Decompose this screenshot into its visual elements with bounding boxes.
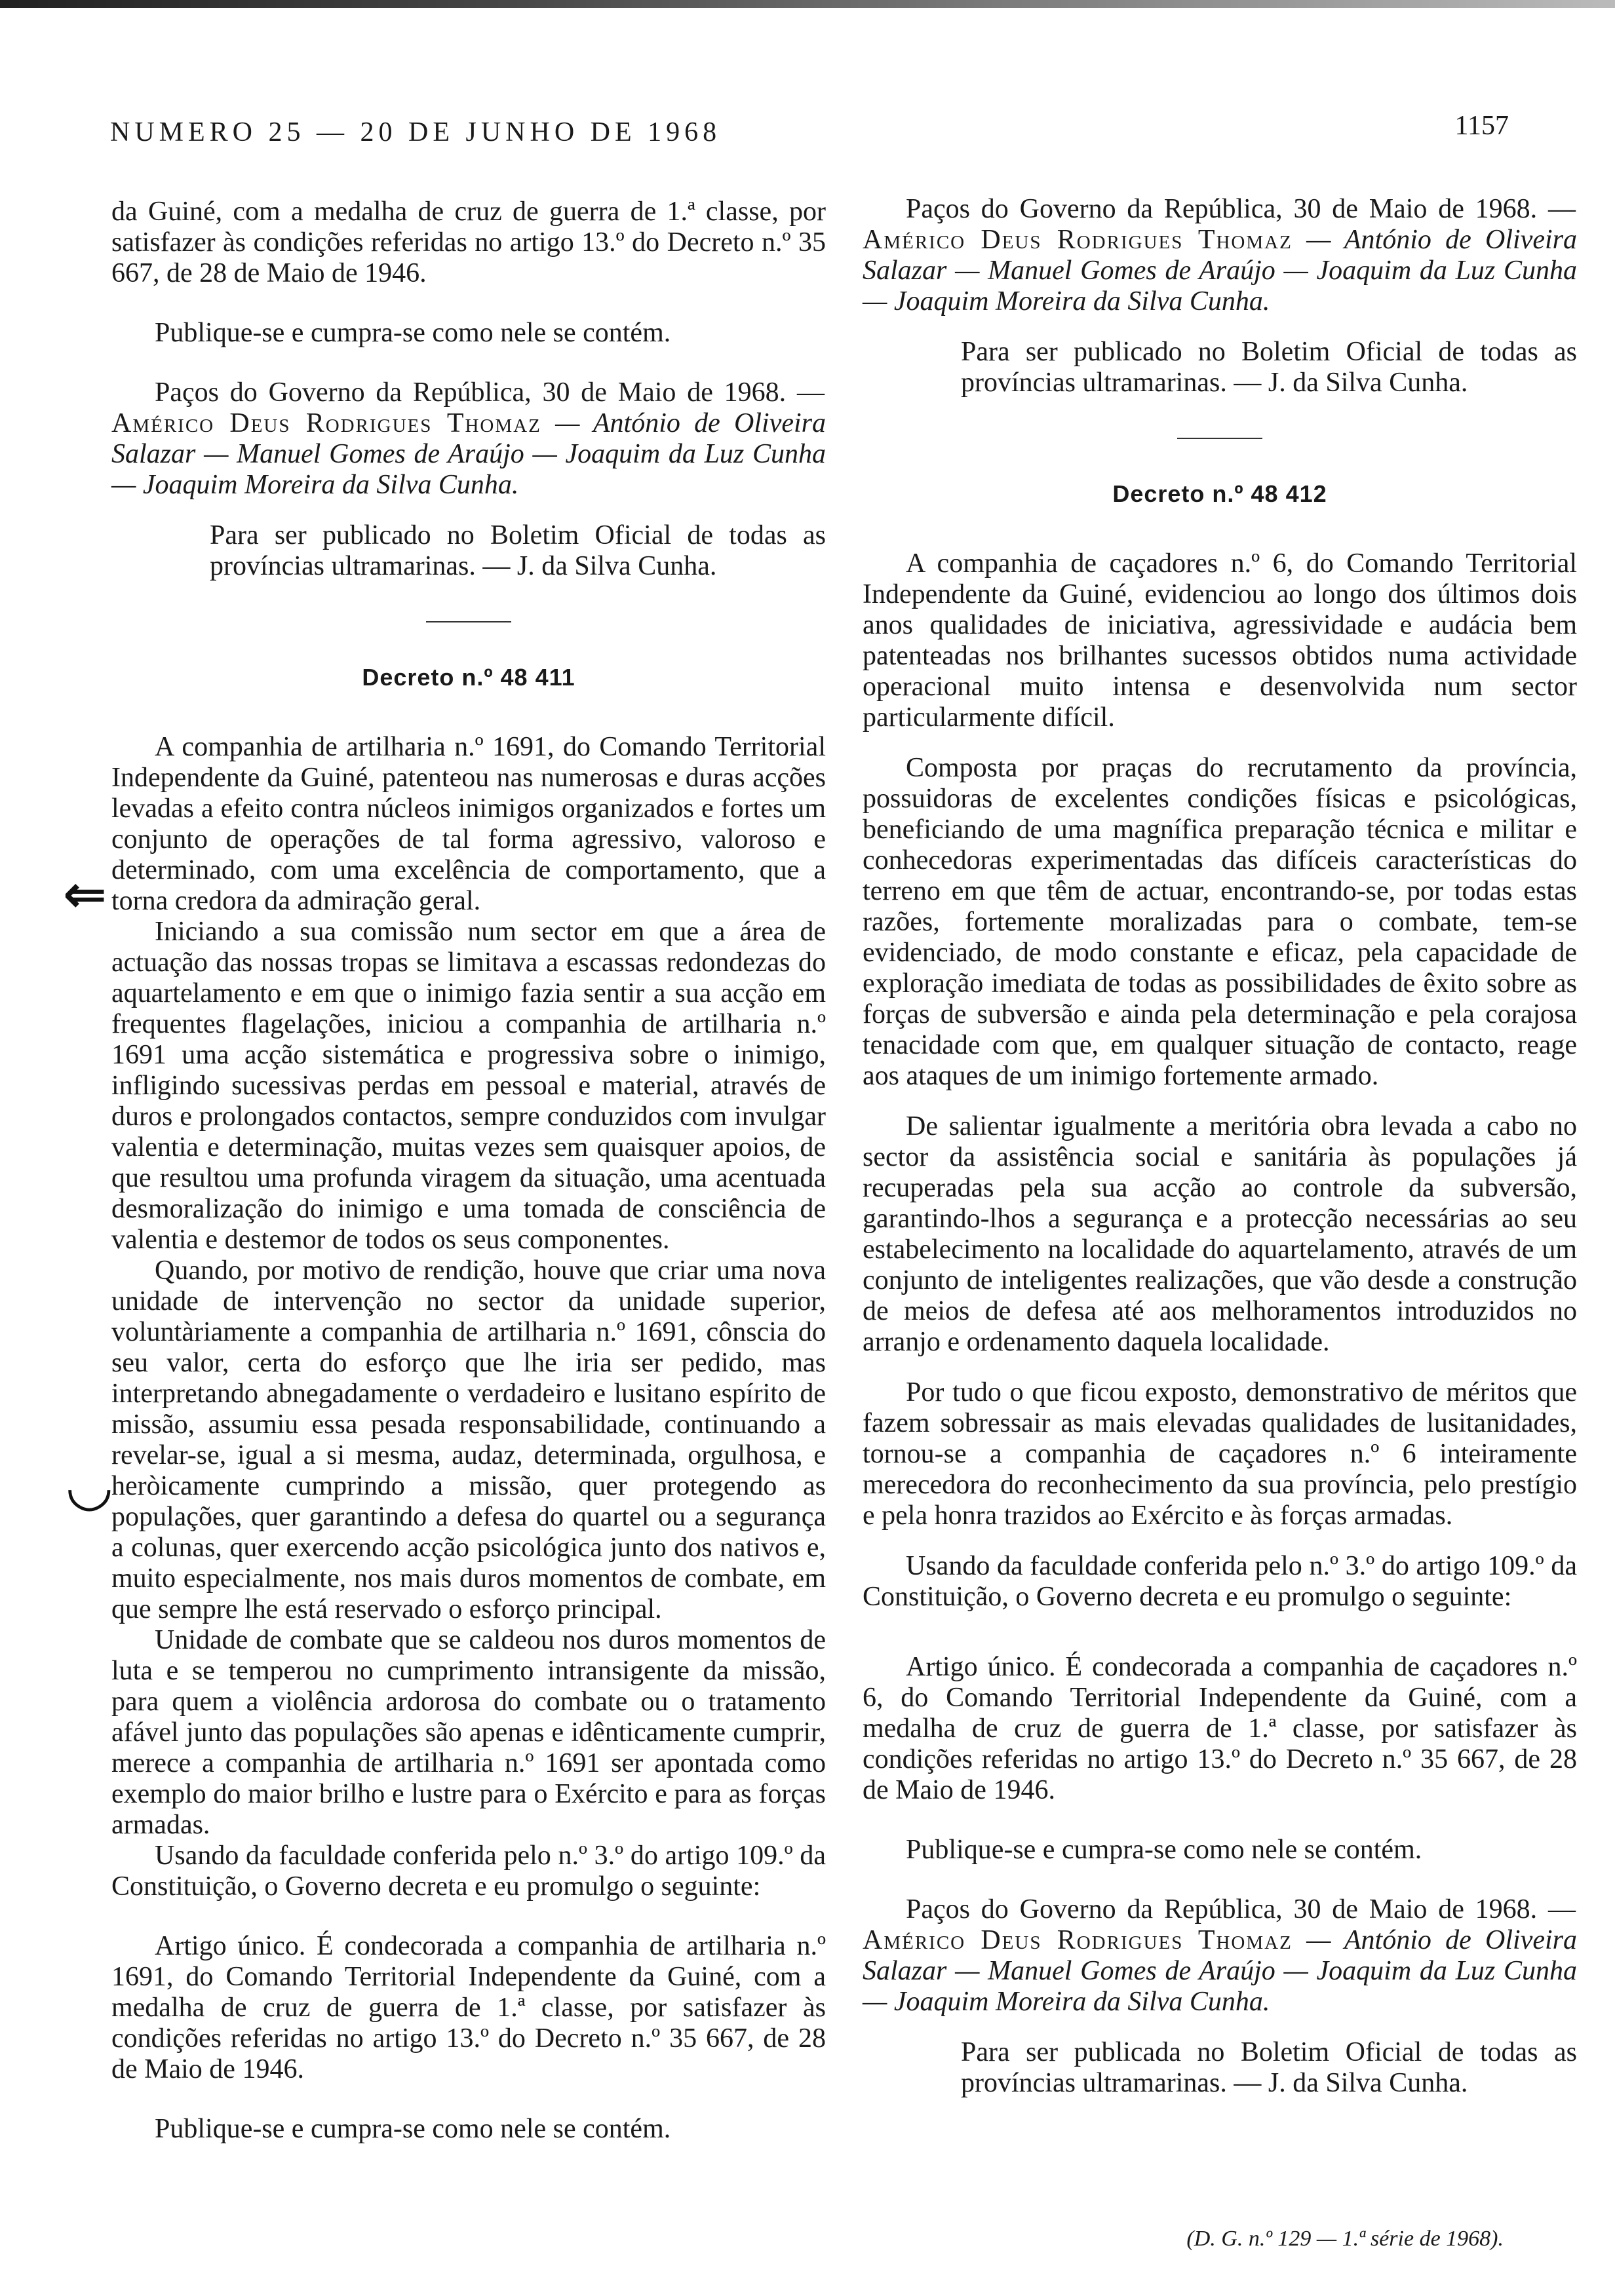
signatory-president: — Américo Deus Rodrigues Thomaz (863, 194, 1577, 255)
signature-date: Paços do Governo da República, 30 de Maio de 1968. (906, 194, 1538, 224)
signatories: — António de Oliveira Salazar — Manuel Gomes de Araújo — Joaquim da Luz Cunha — Joaquim Moreira da Silva Cunha. (863, 225, 1577, 316)
decree-title: Decreto n.º 48 411 (362, 664, 575, 691)
left-column (111, 197, 826, 2145)
decree-paragraph: Quando, por motivo de rendição, houve que criar uma nova unidade de intervenção no sector da unidade superior, voluntàriamente a companhia de artilharia n.º 1691, cônscia do seu valor, certa do esforço que lhe iria ser pedido, mas interpretando abnegadamente o verdadeiro e lusitano espírito de missão, assumiu essa pesada responsabilidade, continuando a revelar-se, igual a si mesma, audaz, determinada, orgulhosa, e heròicamente cumprindo a missão, quer protegendo as populações, quer garantindo a defesa do quartel ou a segurança a colunas, quer exercendo acção psicológica junto dos nativos e, muito especialmente, nos mais duros momentos de combate, em que sempre lhe está reservado o esforço principal. (111, 1255, 826, 1624)
decree-article: Artigo único. É condecorada a companhia de caçadores n.º 6, do Comando Territorial Independente da Guiné, com a medalha de cruz de guerra de 1.ª classe, por satisfazer às condições referidas no artigo 13.º do Decreto n.º 35 667, de 28 de Maio de 1946. (863, 1652, 1577, 1805)
signature-block (111, 377, 826, 501)
gazette-reference: (D. G. n.º 129 — 1.ª série de 1968). (1186, 2227, 1504, 2251)
right-column (863, 194, 1577, 2099)
publication-note: Para ser publicada no Boletim Oficial de todas as províncias ultramarinas. — J. da Silva Cunha. (961, 2037, 1577, 2098)
decree-title: Decreto n.º 48 412 (1112, 480, 1327, 507)
issue-header: NUMERO 25 — 20 DE JUNHO DE 1968 (110, 117, 722, 147)
page-number: 1157 (1454, 111, 1509, 141)
publication-note: Para ser publicado no Boletim Oficial de todas as províncias ultramarinas. — J. da Silva Cunha. (210, 520, 826, 581)
signature-block (863, 194, 1577, 317)
decree-paragraph: Usando da faculdade conferida pelo n.º 3.º do artigo 109.º da Constituição, o Governo decreta e eu promulgo o seguinte: (863, 1551, 1577, 1612)
publication-note: Para ser publicado no Boletim Oficial de todas as províncias ultramarinas. — J. da Silva Cunha. (961, 337, 1577, 398)
signature-block (863, 1894, 1577, 2018)
decree-paragraph: De salientar igualmente a meritória obra levada a cabo no sector da assistência social e sanitária às populações já recuperadas pela sua acção ao controle da subversão, garantindo-lhos a segurança e a protecção necessárias ao seu estabelecimento na localidade do aquartelamento, através de um conjunto de inteligentes realizações, que vão desde a construção de meios de defesa até aos melhoramentos introduzidos no arranjo e ordenamento daquela localidade. (863, 1111, 1577, 1357)
top-scan-edge (0, 0, 1615, 8)
decree-paragraph: Por tudo o que ficou exposto, demonstrativo de méritos que fazem sobressair as mais elevadas qualidades de lusitanidades, tornou-se a companhia de caçadores n.º 6 inteiramente merecedora do reconhecimento da sua província, pelo prestígio e pela honra trazidos ao Exército e às forças armadas. (863, 1377, 1577, 1531)
margin-mark-arrow-icon: ⇐ (63, 864, 107, 925)
decree-paragraph: Unidade de combate que se caldeou nos duros momentos de luta e se temperou no cumprimento intransigente da missão, para quem a violência ardorosa do combate ou o tratamento afável junto das populações são apenas e idênticamente cumprir, merece a companhia de artilharia n.º 1691 ser apontada como exemplo do maior brilho e lustre para o Exército e para as forças armadas. (111, 1625, 826, 1840)
publication-order: Publique-se e cumpra-se como nele se contém. (155, 2114, 671, 2144)
signatory-president: — Américo Deus Rodrigues Thomaz (111, 377, 826, 438)
decree-paragraph: Iniciando a sua comissão num sector em que a área de actuação das nossas tropas se limitava a escassas redondezas do aquartelamento e em que o inimigo fazia sentir a sua acção em frequentes flagelações, iniciou a companhia de artilharia n.º 1691 uma acção sistemática e progressiva sobre o inimigo, infligindo sucessivas perdas em pessoal e material, através de duros e prolongados contactos, sempre conduzidos com invulgar valentia e determinação, muitas vezes sem quaisquer apoios, de que resultou uma profunda viragem da situação, uma acentuada desmoralização do inimigo e uma tomada de consciência de valentia e destemor de todos os seus componentes. (111, 917, 826, 1255)
signature-date: Paços do Governo da República, 30 de Maio de 1968. (155, 377, 787, 408)
decree-article: Artigo único. É condecorada a companhia de artilharia n.º 1691, do Comando Territorial Independente da Guiné, com a medalha de cruz de guerra de 1.ª classe, por satisfazer às condições referidas no artigo 13.º do Decreto n.º 35 667, de 28 de Maio de 1946. (111, 1931, 826, 2084)
decree-paragraph: Composta por praças do recrutamento da província, possuidoras de excelentes condições físicas e psicológicas, beneficiando de uma magnífica preparação técnica e militar e conhecedoras experimentadas das difíceis características do terreno em que têm de actuar, encontrando-se, por todas estas razões, fortemente moralizadas para o combate, tem-se evidenciado, de modo constante e eficaz, pela capacidade de exploração imediata de todas as possibilidades de êxito sobre as forças de subversão e ainda pela determinação e pela corajosa tenacidade com que, em qualquer situação de contacto, reage aos ataques de um inimigo fortemente armado. (863, 753, 1577, 1091)
continued-paragraph: da Guiné, com a medalha de cruz de guerra de 1.ª classe, por satisfazer às condições referidas no artigo 13.º do Decreto n.º 35 667, de 28 de Maio de 1946. (111, 197, 826, 288)
decree-paragraph: Usando da faculdade conferida pelo n.º 3.º do artigo 109.º da Constituição, o Governo decreta e eu promulgo o seguinte: (111, 1841, 826, 1902)
signatories: — António de Oliveira Salazar — Manuel Gomes de Araújo — Joaquim da Luz Cunha — Joaquim Moreira da Silva Cunha. (863, 1925, 1577, 2017)
decree-paragraph: A companhia de caçadores n.º 6, do Comando Territorial Independente da Guiné, evidenciou ao longo dos últimos dois anos qualidades de iniciativa, agressividade e audácia bem patenteadas nos brilhantes sucessos obtidos numa actividade operacional muito intensa e desenvolvida num sector particularmente difícil. (863, 548, 1577, 733)
publication-order: Publique-se e cumpra-se como nele se contém. (906, 1835, 1422, 1865)
margin-mark-curve-icon: ◡ (68, 1453, 111, 1518)
decree-paragraph: A companhia de artilharia n.º 1691, do Comando Territorial Independente da Guiné, patenteou nas numerosas e duras acções levadas a efeito contra núcleos inimigos organizados e fortes um conjunto de operações de tal forma agressivo, valoroso e determinado, com uma excelência de comportamento, que a torna credora da admiração geral. (111, 732, 826, 916)
signatory-president: — Américo Deus Rodrigues Thomaz (863, 1894, 1577, 1955)
publication-order: Publique-se e cumpra-se como nele se contém. (155, 318, 671, 348)
signature-date: Paços do Governo da República, 30 de Maio de 1968. (906, 1894, 1538, 1924)
signatories: — António de Oliveira Salazar — Manuel Gomes de Araújo — Joaquim da Luz Cunha — Joaquim Moreira da Silva Cunha. (111, 408, 826, 500)
